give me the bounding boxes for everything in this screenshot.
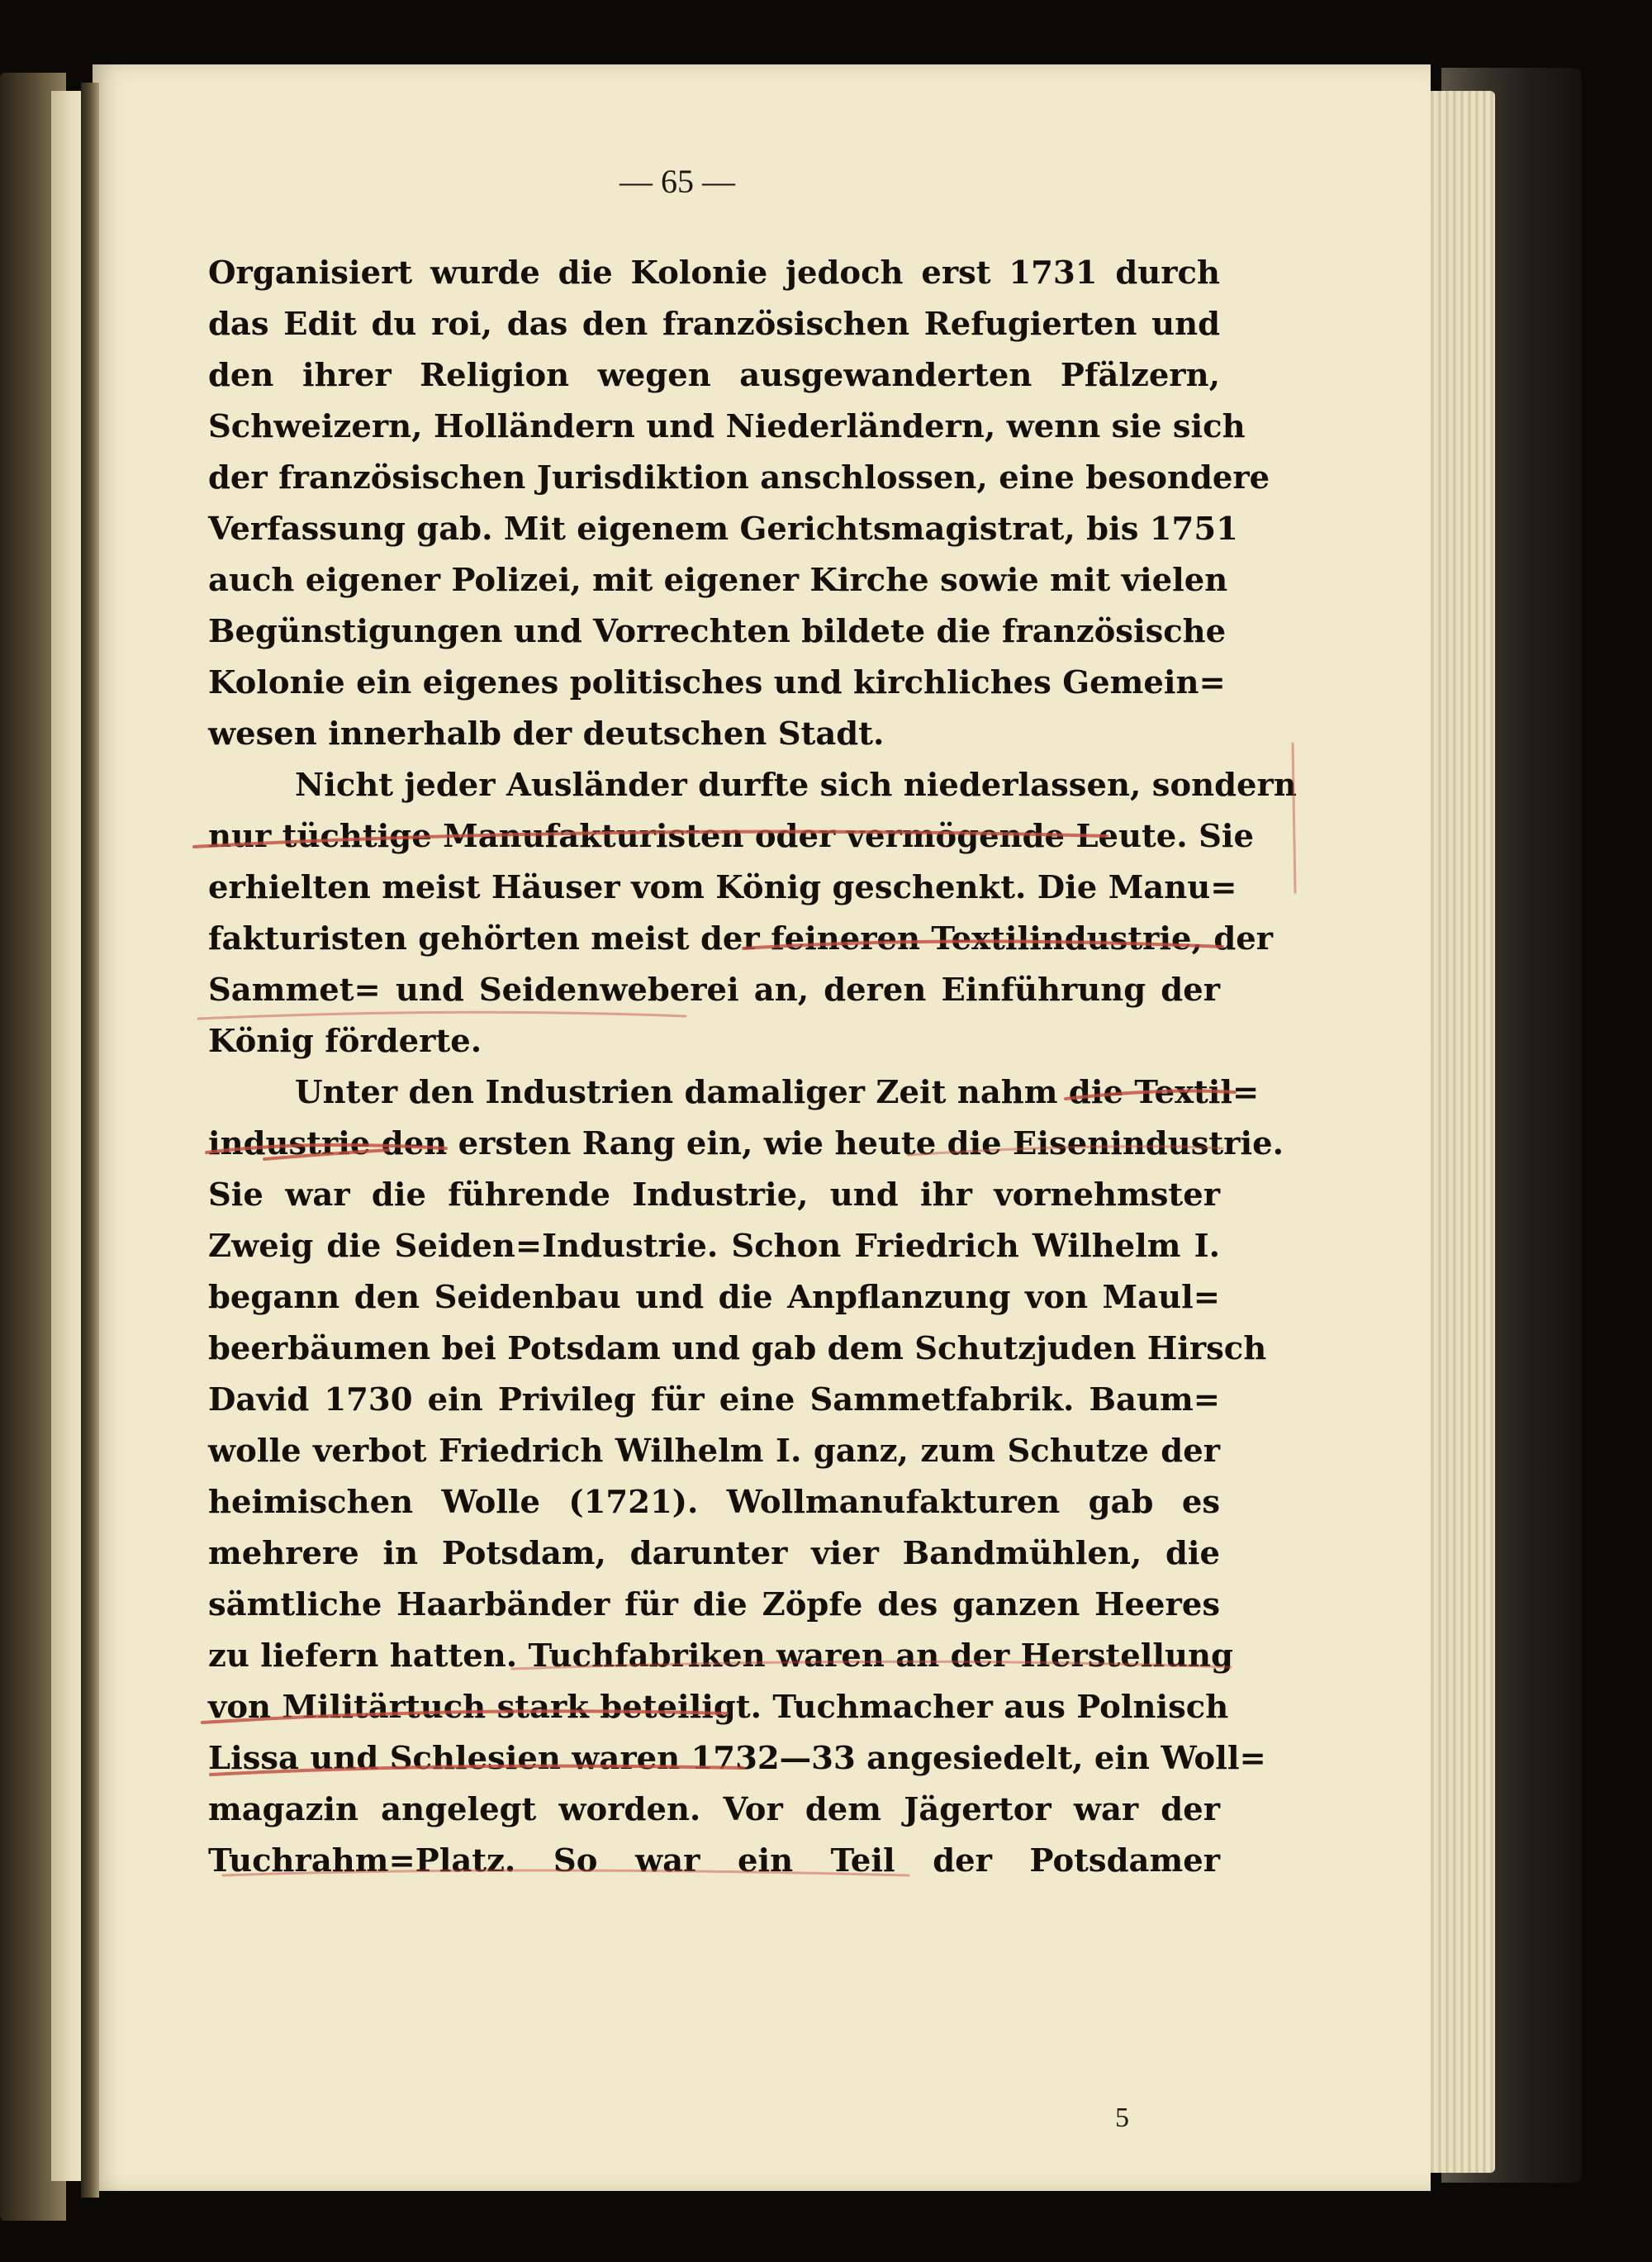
page-number: — 65 — [620,163,735,200]
text-line: der französischen Jurisdiktion anschlossen, eine besondere [208,459,1270,497]
text-line: Kolonie ein eigenes politisches und kirchliches Gemein= [208,664,1226,701]
text-line: das Edit du roi, das den französischen Refugierten und [208,306,1220,343]
text-line: Schweizern, Holländern und Niederländern, wenn sie sich [208,408,1246,445]
text-line: Begünstigungen und Vorrechten bildete die französische [208,613,1227,650]
text-line: wesen innerhalb der deutschen Stadt. [208,715,885,753]
text-line: Lissa und Schlesien waren 1732—33 angesiedelt, ein Woll= [208,1740,1266,1777]
text-line: Organisiert wurde die Kolonie jedoch erst 1731 durch [208,254,1220,292]
paragraph-start-line: Nicht jeder Ausländer durfte sich niederlassen, sondern [295,767,1297,804]
text-line: von Militärtuch stark beteiligt. Tuchmacher aus Polnisch [208,1689,1229,1726]
text-line: magazin angelegt worden. Vor dem Jägertor war der [208,1791,1220,1828]
text-line: zu liefern hatten. Tuchfabriken waren an der Herstellung [208,1637,1233,1675]
text-line: Sammet= und Seidenweberei an, deren Einführung der [208,972,1220,1009]
text-line: auch eigener Polizei, mit eigener Kirche sowie mit vielen [208,562,1228,599]
text-line: den ihrer Religion wegen ausgewanderten Pfälzern, [208,357,1220,394]
text-line: Sie war die führende Industrie, und ihr vornehmster [208,1176,1220,1214]
paragraph-start-line: Unter den Industrien damaliger Zeit nahm die Textil= [295,1074,1260,1111]
text-line: fakturisten gehörten meist der feineren Textilindustrie, der [208,920,1274,958]
text-line: König förderte. [208,1023,482,1060]
text-line: Verfassung gab. Mit eigenem Gerichtsmagistrat, bis 1751 [208,511,1238,548]
text-line: beerbäumen bei Potsdam und gab dem Schutzjuden Hirsch [208,1330,1267,1367]
signature-mark: 5 [1115,2103,1129,2133]
text-line: sämtliche Haarbänder für die Zöpfe des ganzen Heeres [208,1586,1220,1623]
text-line: Tuchrahm=Platz. So war ein Teil der Potsdamer [208,1842,1220,1879]
text-line: industrie den ersten Rang ein, wie heute die Eisenindustrie. [208,1125,1284,1162]
text-line: erhielten meist Häuser vom König geschenkt. Die Manu= [208,869,1237,906]
text-line: Zweig die Seiden=Industrie. Schon Friedrich Wilhelm I. [208,1228,1220,1265]
text-line: heimischen Wolle (1721). Wollmanufakturen gab es [208,1484,1220,1521]
gutter-shadow [81,83,99,2198]
text-line: David 1730 ein Privileg für eine Sammetfabrik. Baum= [208,1381,1220,1419]
text-line: begann den Seidenbau und die Anpflanzung von Maul= [208,1279,1220,1316]
text-line: mehrere in Potsdam, darunter vier Bandmühlen, die [208,1535,1220,1572]
facing-page-edge [51,91,84,2181]
text-line: wolle verbot Friedrich Wilhelm I. ganz, zum Schutze der [208,1433,1220,1470]
text-line: nur tüchtige Manufakturisten oder vermögende Leute. Sie [208,818,1255,855]
